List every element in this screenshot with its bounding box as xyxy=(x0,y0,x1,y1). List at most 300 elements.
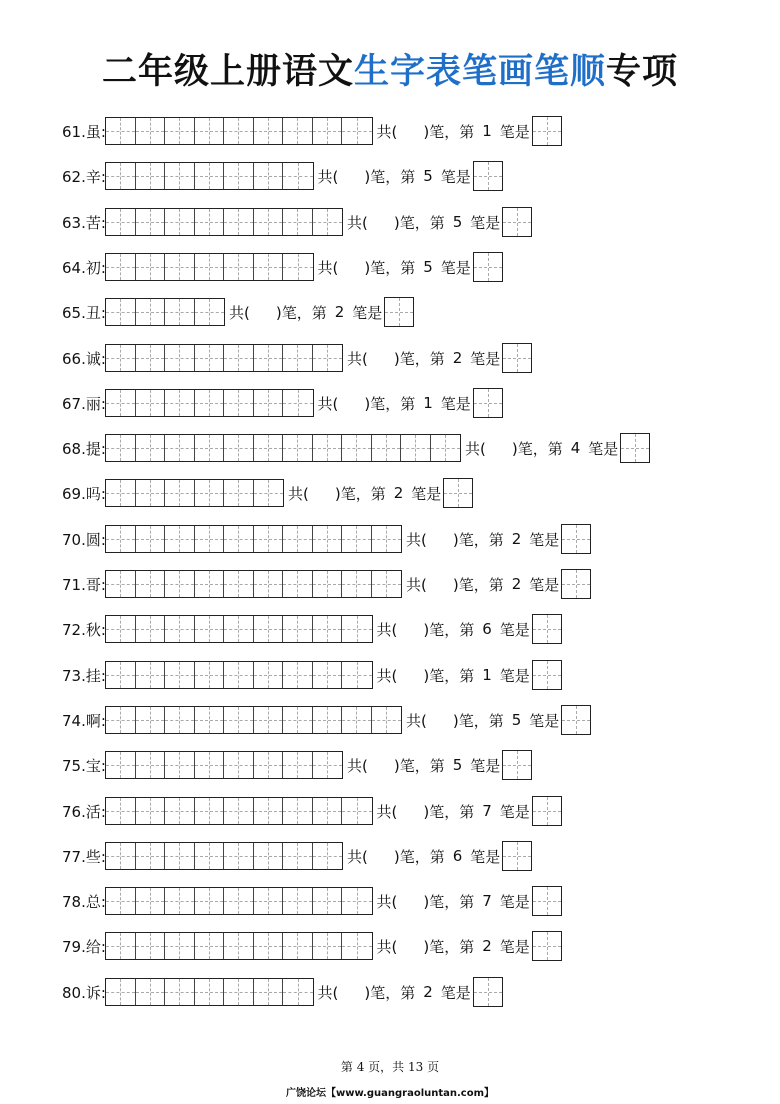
stroke-cell[interactable] xyxy=(195,752,225,778)
stroke-cell[interactable] xyxy=(254,979,284,1005)
nth-stroke-label: )笔，第 xyxy=(364,167,416,186)
question-text xyxy=(377,665,530,686)
stroke-cell[interactable] xyxy=(106,526,136,552)
stroke-cell[interactable] xyxy=(431,435,461,461)
answer-box[interactable] xyxy=(502,750,532,780)
nth-stroke-label: )笔，第 xyxy=(393,213,445,232)
question-text xyxy=(377,801,530,822)
stroke-cell[interactable] xyxy=(283,752,313,778)
stroke-cell[interactable] xyxy=(106,888,136,914)
stroke-cell[interactable] xyxy=(254,933,284,959)
stroke-cell[interactable] xyxy=(224,752,254,778)
stroke-writing-grid[interactable] xyxy=(105,479,284,507)
stroke-cell[interactable] xyxy=(313,752,343,778)
stroke-cell[interactable] xyxy=(165,209,195,235)
question-text xyxy=(406,710,559,731)
stroke-cell[interactable] xyxy=(342,707,372,733)
stroke-cell[interactable] xyxy=(224,254,254,280)
stroke-number: 2 xyxy=(393,484,404,502)
stroke-cell[interactable] xyxy=(165,707,195,733)
stroke-cell[interactable] xyxy=(313,616,343,642)
stroke-cell[interactable] xyxy=(195,480,225,506)
is-label: 笔是 xyxy=(440,258,471,277)
question-text xyxy=(347,846,500,867)
stroke-cell[interactable] xyxy=(195,345,225,371)
stroke-cell[interactable] xyxy=(136,843,166,869)
stroke-cell[interactable] xyxy=(165,616,195,642)
stroke-cell[interactable] xyxy=(342,888,372,914)
question-text xyxy=(318,166,471,187)
exercise-row xyxy=(62,478,473,508)
stroke-cell[interactable] xyxy=(195,254,225,280)
nth-stroke-label: )笔，第 xyxy=(275,303,327,322)
stroke-cell[interactable] xyxy=(136,526,166,552)
stroke-cell[interactable] xyxy=(165,163,195,189)
exercise-label: 79.给: xyxy=(62,937,106,956)
stroke-cell[interactable] xyxy=(106,163,136,189)
stroke-cell[interactable] xyxy=(136,888,166,914)
stroke-number: 1 xyxy=(423,394,433,412)
answer-box[interactable] xyxy=(561,569,591,599)
stroke-cell[interactable] xyxy=(136,254,166,280)
nth-stroke-label: )笔，第 xyxy=(364,983,416,1002)
stroke-cell[interactable] xyxy=(283,798,313,824)
stroke-writing-grid[interactable] xyxy=(105,525,402,553)
stroke-cell[interactable] xyxy=(165,345,195,371)
stroke-cell[interactable] xyxy=(106,480,136,506)
stroke-number: 6 xyxy=(452,847,463,865)
stroke-cell[interactable] xyxy=(106,118,136,144)
stroke-cell[interactable] xyxy=(283,616,313,642)
stroke-cell[interactable] xyxy=(283,933,313,959)
exercise-label: 66.诚: xyxy=(62,349,106,368)
stroke-cell[interactable] xyxy=(165,662,195,688)
exercise-row xyxy=(62,524,591,554)
is-label: 笔是 xyxy=(529,575,560,594)
exercise-label: 80.诉: xyxy=(62,983,106,1002)
stroke-cell[interactable] xyxy=(136,118,166,144)
stroke-cell[interactable] xyxy=(254,526,284,552)
stroke-writing-grid[interactable] xyxy=(105,706,402,734)
stroke-writing-grid[interactable] xyxy=(105,298,225,326)
stroke-writing-grid[interactable] xyxy=(105,978,314,1006)
exercise-label: 71.哥: xyxy=(62,575,106,594)
stroke-cell[interactable] xyxy=(372,435,402,461)
is-label: 笔是 xyxy=(499,937,530,956)
answer-box[interactable] xyxy=(443,478,473,508)
answer-box[interactable] xyxy=(473,252,503,282)
stroke-number: 1 xyxy=(482,666,492,684)
stroke-cell[interactable] xyxy=(106,390,136,416)
question-text xyxy=(377,619,530,640)
stroke-cell[interactable] xyxy=(283,345,313,371)
answer-box[interactable] xyxy=(384,297,414,327)
is-label: 笔是 xyxy=(440,167,471,186)
stroke-cell[interactable] xyxy=(136,345,166,371)
stroke-writing-grid[interactable] xyxy=(105,434,461,462)
exercise-row xyxy=(62,161,503,191)
is-label: 笔是 xyxy=(588,439,619,458)
total-label: 共( xyxy=(376,802,398,821)
answer-box[interactable] xyxy=(561,524,591,554)
stroke-writing-grid[interactable] xyxy=(105,117,373,145)
question-text xyxy=(229,302,382,323)
question-text xyxy=(465,438,618,459)
stroke-cell[interactable] xyxy=(165,888,195,914)
stroke-cell[interactable] xyxy=(313,888,343,914)
stroke-writing-grid[interactable] xyxy=(105,570,402,598)
stroke-cell[interactable] xyxy=(165,979,195,1005)
stroke-writing-grid[interactable] xyxy=(105,615,373,643)
stroke-cell[interactable] xyxy=(136,798,166,824)
stroke-cell[interactable] xyxy=(254,209,284,235)
exercise-row xyxy=(62,343,532,373)
stroke-cell[interactable] xyxy=(195,435,225,461)
stroke-cell[interactable] xyxy=(313,933,343,959)
stroke-cell[interactable] xyxy=(106,254,136,280)
stroke-cell[interactable] xyxy=(195,933,225,959)
stroke-cell[interactable] xyxy=(313,435,343,461)
stroke-cell[interactable] xyxy=(254,480,284,506)
exercise-label: 69.吗: xyxy=(62,484,106,503)
stroke-cell[interactable] xyxy=(106,662,136,688)
stroke-writing-grid[interactable] xyxy=(105,162,314,190)
answer-box[interactable] xyxy=(473,388,503,418)
question-text xyxy=(318,257,471,278)
stroke-cell[interactable] xyxy=(342,118,372,144)
total-label: 共( xyxy=(317,983,339,1002)
answer-box[interactable] xyxy=(473,161,503,191)
is-label: 笔是 xyxy=(499,122,530,141)
stroke-cell[interactable] xyxy=(106,707,136,733)
stroke-cell[interactable] xyxy=(195,526,225,552)
stroke-cell[interactable] xyxy=(165,571,195,597)
stroke-writing-grid[interactable] xyxy=(105,208,343,236)
stroke-cell[interactable] xyxy=(106,345,136,371)
stroke-cell[interactable] xyxy=(195,209,225,235)
stroke-cell[interactable] xyxy=(254,707,284,733)
stroke-cell[interactable] xyxy=(136,163,166,189)
stroke-cell[interactable] xyxy=(313,526,343,552)
stroke-cell[interactable] xyxy=(165,390,195,416)
stroke-cell[interactable] xyxy=(283,707,313,733)
stroke-cell[interactable] xyxy=(136,752,166,778)
stroke-cell[interactable] xyxy=(224,526,254,552)
stroke-cell[interactable] xyxy=(106,843,136,869)
page-title xyxy=(0,44,780,94)
nth-stroke-label: )笔，第 xyxy=(423,802,475,821)
title-part-2-highlight: 生字表笔画笔顺 xyxy=(353,52,606,92)
is-label: 笔是 xyxy=(470,756,501,775)
is-label: 笔是 xyxy=(499,892,530,911)
stroke-cell[interactable] xyxy=(254,435,284,461)
exercise-label: 67.丽: xyxy=(62,394,106,413)
stroke-cell[interactable] xyxy=(165,752,195,778)
total-label: 共( xyxy=(317,394,339,413)
is-label: 笔是 xyxy=(499,802,530,821)
stroke-cell[interactable] xyxy=(136,616,166,642)
total-label: 共( xyxy=(406,711,427,730)
stroke-cell[interactable] xyxy=(224,390,254,416)
total-label: 共( xyxy=(347,213,368,232)
stroke-cell[interactable] xyxy=(283,118,313,144)
stroke-cell[interactable] xyxy=(195,616,225,642)
stroke-cell[interactable] xyxy=(254,390,284,416)
stroke-cell[interactable] xyxy=(283,163,313,189)
total-label: 共( xyxy=(288,484,309,503)
stroke-cell[interactable] xyxy=(106,798,136,824)
stroke-cell[interactable] xyxy=(342,571,372,597)
stroke-cell[interactable] xyxy=(136,480,166,506)
total-label: 共( xyxy=(376,666,398,685)
stroke-cell[interactable] xyxy=(283,390,313,416)
nth-stroke-label: )笔，第 xyxy=(364,394,416,413)
stroke-cell[interactable] xyxy=(195,390,225,416)
source-credit: 广饶论坛【www.guangraoluntan.com】 xyxy=(285,1088,495,1099)
stroke-cell[interactable] xyxy=(342,526,372,552)
stroke-number: 4 xyxy=(570,439,581,457)
stroke-cell[interactable] xyxy=(224,843,254,869)
is-label: 笔是 xyxy=(529,711,560,730)
stroke-cell[interactable] xyxy=(254,752,284,778)
stroke-cell[interactable] xyxy=(106,979,136,1005)
stroke-cell[interactable] xyxy=(283,843,313,869)
stroke-cell[interactable] xyxy=(165,435,195,461)
stroke-cell[interactable] xyxy=(136,435,166,461)
stroke-cell[interactable] xyxy=(195,843,225,869)
stroke-cell[interactable] xyxy=(136,299,166,325)
stroke-cell[interactable] xyxy=(195,163,225,189)
exercise-label: 61.虽: xyxy=(62,122,106,141)
exercise-label: 74.啊: xyxy=(62,711,106,730)
stroke-cell[interactable] xyxy=(283,662,313,688)
answer-box[interactable] xyxy=(502,343,532,373)
question-text xyxy=(377,891,530,912)
stroke-cell[interactable] xyxy=(401,435,431,461)
nth-stroke-label: )笔，第 xyxy=(452,711,504,730)
stroke-cell[interactable] xyxy=(165,254,195,280)
exercise-label: 72.秋: xyxy=(62,620,106,639)
stroke-cell[interactable] xyxy=(283,526,313,552)
stroke-cell[interactable] xyxy=(313,843,343,869)
exercise-label: 68.提: xyxy=(62,439,106,458)
stroke-cell[interactable] xyxy=(313,345,343,371)
exercise-label: 77.些: xyxy=(62,847,106,866)
stroke-cell[interactable] xyxy=(313,209,343,235)
stroke-cell[interactable] xyxy=(106,933,136,959)
stroke-cell[interactable] xyxy=(254,345,284,371)
exercise-label: 75.宝: xyxy=(62,756,106,775)
stroke-cell[interactable] xyxy=(342,662,372,688)
stroke-cell[interactable] xyxy=(106,752,136,778)
stroke-cell[interactable] xyxy=(283,979,313,1005)
stroke-cell[interactable] xyxy=(195,707,225,733)
exercise-row xyxy=(62,116,562,146)
stroke-cell[interactable] xyxy=(165,798,195,824)
stroke-cell[interactable] xyxy=(224,163,254,189)
stroke-cell[interactable] xyxy=(165,526,195,552)
stroke-cell[interactable] xyxy=(283,435,313,461)
stroke-writing-grid[interactable] xyxy=(105,661,373,689)
title-part-1: 二年级上册语文 xyxy=(101,52,354,92)
stroke-cell[interactable] xyxy=(224,571,254,597)
is-label: 笔是 xyxy=(499,620,530,639)
answer-box[interactable] xyxy=(532,886,562,916)
title-part-3: 专项 xyxy=(606,52,679,92)
stroke-cell[interactable] xyxy=(283,888,313,914)
stroke-cell[interactable] xyxy=(136,209,166,235)
stroke-cell[interactable] xyxy=(106,435,136,461)
stroke-cell[interactable] xyxy=(254,163,284,189)
stroke-number: 7 xyxy=(482,802,492,820)
stroke-cell[interactable] xyxy=(224,435,254,461)
answer-box[interactable] xyxy=(532,931,562,961)
stroke-cell[interactable] xyxy=(136,390,166,416)
exercise-row xyxy=(62,660,562,690)
question-text xyxy=(347,212,500,233)
stroke-cell[interactable] xyxy=(106,571,136,597)
total-label: 共( xyxy=(406,575,427,594)
exercise-label: 78.总: xyxy=(62,892,106,911)
stroke-cell[interactable] xyxy=(254,616,284,642)
nth-stroke-label: )笔，第 xyxy=(364,258,416,277)
nth-stroke-label: )笔，第 xyxy=(334,484,386,503)
total-label: 共( xyxy=(376,892,398,911)
stroke-cell[interactable] xyxy=(136,707,166,733)
stroke-cell[interactable] xyxy=(224,662,254,688)
exercise-label: 65.丑: xyxy=(62,303,106,322)
stroke-cell[interactable] xyxy=(195,979,225,1005)
stroke-writing-grid[interactable] xyxy=(105,932,373,960)
stroke-cell[interactable] xyxy=(224,979,254,1005)
answer-box[interactable] xyxy=(532,116,562,146)
stroke-writing-grid[interactable] xyxy=(105,797,373,825)
stroke-cell[interactable] xyxy=(224,480,254,506)
stroke-cell[interactable] xyxy=(342,616,372,642)
exercise-row xyxy=(62,252,503,282)
stroke-cell[interactable] xyxy=(254,118,284,144)
stroke-number: 2 xyxy=(482,937,492,955)
exercise-row xyxy=(62,977,503,1007)
exercise-row xyxy=(62,297,414,327)
stroke-cell[interactable] xyxy=(106,616,136,642)
stroke-cell[interactable] xyxy=(283,209,313,235)
stroke-cell[interactable] xyxy=(254,662,284,688)
answer-box[interactable] xyxy=(532,660,562,690)
stroke-cell[interactable] xyxy=(313,571,343,597)
is-label: 笔是 xyxy=(440,394,471,413)
stroke-writing-grid[interactable] xyxy=(105,751,343,779)
stroke-number: 7 xyxy=(482,892,492,910)
total-label: 共( xyxy=(376,620,398,639)
stroke-cell[interactable] xyxy=(313,118,343,144)
stroke-cell[interactable] xyxy=(224,345,254,371)
stroke-writing-grid[interactable] xyxy=(105,842,343,870)
stroke-cell[interactable] xyxy=(165,480,195,506)
stroke-cell[interactable] xyxy=(342,435,372,461)
stroke-cell[interactable] xyxy=(254,843,284,869)
is-label: 笔是 xyxy=(499,666,530,685)
stroke-cell[interactable] xyxy=(372,526,402,552)
answer-box[interactable] xyxy=(502,841,532,871)
question-text xyxy=(406,574,559,595)
stroke-cell[interactable] xyxy=(136,933,166,959)
stroke-cell[interactable] xyxy=(313,662,343,688)
stroke-cell[interactable] xyxy=(224,616,254,642)
stroke-cell[interactable] xyxy=(195,299,225,325)
question-text xyxy=(347,755,500,776)
nth-stroke-label: )笔，第 xyxy=(511,439,563,458)
stroke-cell[interactable] xyxy=(283,254,313,280)
stroke-cell[interactable] xyxy=(224,888,254,914)
stroke-cell[interactable] xyxy=(195,118,225,144)
stroke-cell[interactable] xyxy=(165,118,195,144)
stroke-writing-grid[interactable] xyxy=(105,389,314,417)
stroke-cell[interactable] xyxy=(106,209,136,235)
stroke-cell[interactable] xyxy=(342,933,372,959)
stroke-cell[interactable] xyxy=(136,571,166,597)
stroke-cell[interactable] xyxy=(165,843,195,869)
stroke-cell[interactable] xyxy=(254,571,284,597)
is-label: 笔是 xyxy=(470,847,501,866)
page-footer: 第 4 页，共 13 页 xyxy=(340,1060,440,1074)
is-label: 笔是 xyxy=(352,303,383,322)
stroke-cell[interactable] xyxy=(372,707,402,733)
stroke-number: 2 xyxy=(511,530,522,548)
answer-box[interactable] xyxy=(561,705,591,735)
stroke-cell[interactable] xyxy=(195,662,225,688)
stroke-cell[interactable] xyxy=(342,798,372,824)
stroke-cell[interactable] xyxy=(224,209,254,235)
stroke-writing-grid[interactable] xyxy=(105,253,314,281)
stroke-cell[interactable] xyxy=(313,798,343,824)
exercise-row xyxy=(62,796,562,826)
stroke-cell[interactable] xyxy=(372,571,402,597)
stroke-number: 1 xyxy=(482,122,492,140)
stroke-cell[interactable] xyxy=(224,118,254,144)
answer-box[interactable] xyxy=(532,614,562,644)
stroke-cell[interactable] xyxy=(165,299,195,325)
nth-stroke-label: )笔，第 xyxy=(393,847,445,866)
stroke-cell[interactable] xyxy=(254,798,284,824)
answer-box[interactable] xyxy=(473,977,503,1007)
stroke-cell[interactable] xyxy=(254,888,284,914)
nth-stroke-label: )笔，第 xyxy=(423,620,475,639)
answer-box[interactable] xyxy=(620,433,650,463)
answer-box[interactable] xyxy=(502,207,532,237)
stroke-cell[interactable] xyxy=(283,571,313,597)
stroke-cell[interactable] xyxy=(254,254,284,280)
answer-box[interactable] xyxy=(532,796,562,826)
stroke-cell[interactable] xyxy=(224,933,254,959)
stroke-cell[interactable] xyxy=(313,707,343,733)
stroke-cell[interactable] xyxy=(136,979,166,1005)
exercise-row xyxy=(62,433,650,463)
stroke-writing-grid[interactable] xyxy=(105,887,373,915)
stroke-cell[interactable] xyxy=(224,707,254,733)
stroke-cell[interactable] xyxy=(224,798,254,824)
exercise-row xyxy=(62,841,532,871)
stroke-cell[interactable] xyxy=(165,933,195,959)
stroke-cell[interactable] xyxy=(195,798,225,824)
stroke-writing-grid[interactable] xyxy=(105,344,343,372)
stroke-cell[interactable] xyxy=(136,662,166,688)
nth-stroke-label: )笔，第 xyxy=(423,122,475,141)
stroke-cell[interactable] xyxy=(195,888,225,914)
stroke-cell[interactable] xyxy=(106,299,136,325)
question-text xyxy=(318,982,471,1003)
stroke-cell[interactable] xyxy=(195,571,225,597)
